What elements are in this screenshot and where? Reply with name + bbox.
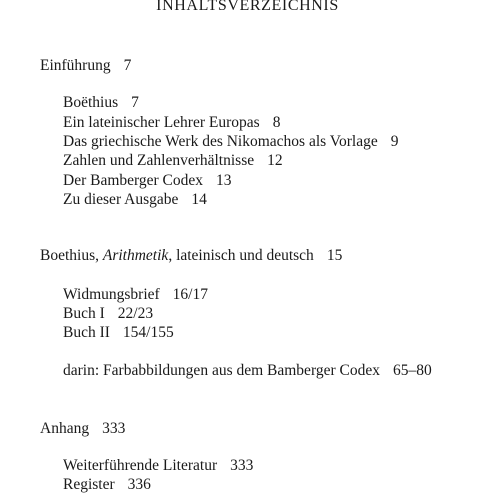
page-title: INHALTSVERZEICHNIS xyxy=(156,0,339,14)
toc-page-number: 12 xyxy=(267,152,283,169)
toc-page-number: 65–80 xyxy=(392,362,432,379)
toc-page-number: 16/17 xyxy=(172,286,208,303)
toc-entry xyxy=(63,114,280,132)
toc-entry xyxy=(63,324,174,342)
toc-entry xyxy=(63,286,208,304)
toc-entry xyxy=(63,191,207,209)
toc-entry-label: Buch I xyxy=(63,305,105,322)
toc-heading: Anhang xyxy=(40,420,90,437)
toc-entry xyxy=(63,362,432,380)
toc-entry-label: Ein lateinischer Lehrer Europas xyxy=(63,114,260,131)
toc-entry-label: darin: Farbabbildungen aus dem Bamberger Codex xyxy=(63,362,380,379)
toc-heading: Einführung xyxy=(40,57,111,74)
toc-entry xyxy=(63,305,153,323)
toc-entry-label: Register xyxy=(63,476,115,493)
toc-page-number: 333 xyxy=(102,420,126,437)
toc-heading-part: , lateinisch und deutsch xyxy=(168,247,314,264)
toc-section-arithmetik xyxy=(40,247,342,265)
toc-page-number: 7 xyxy=(131,94,139,111)
toc-entry xyxy=(63,476,151,494)
toc-entry-label: Zahlen und Zahlenverhältnisse xyxy=(63,152,255,169)
toc-page-number: 14 xyxy=(191,191,207,208)
toc-page-number: 9 xyxy=(390,133,399,150)
toc-entry xyxy=(63,457,253,475)
toc-page-number: 333 xyxy=(230,457,254,474)
toc-entry-label: Boëthius xyxy=(63,94,119,111)
toc-heading xyxy=(40,247,314,264)
toc-entry-label: Der Bamberger Codex xyxy=(63,172,204,189)
toc-page-number: 7 xyxy=(123,57,132,74)
toc-page-number: 336 xyxy=(127,476,151,493)
toc-heading-part: Boethius, xyxy=(40,247,103,264)
toc-entry xyxy=(63,94,139,112)
toc-section-anhang xyxy=(40,420,125,438)
toc-entry xyxy=(63,152,283,170)
toc-page-number: 22/23 xyxy=(117,305,154,322)
toc-entry-label: Widmungsbrief xyxy=(63,286,160,303)
toc-entry xyxy=(63,172,232,190)
toc-entry-label: Weiterführende Literatur xyxy=(63,457,218,474)
toc-page-number: 8 xyxy=(272,114,281,131)
toc-page-number: 13 xyxy=(216,172,232,189)
toc-section-einfuehrung xyxy=(40,57,131,75)
toc-entry-label: Buch II xyxy=(63,324,110,341)
toc-entry-label: Zu dieser Ausgabe xyxy=(63,191,179,208)
toc-page-number: 15 xyxy=(326,247,343,264)
toc-entry xyxy=(63,133,398,151)
toc-entry-label: Das griechische Werk des Nikomachos als Vorlage xyxy=(63,133,378,150)
toc-page-number: 154/155 xyxy=(122,324,174,341)
toc-heading-italic: Arithmetik xyxy=(102,247,169,264)
